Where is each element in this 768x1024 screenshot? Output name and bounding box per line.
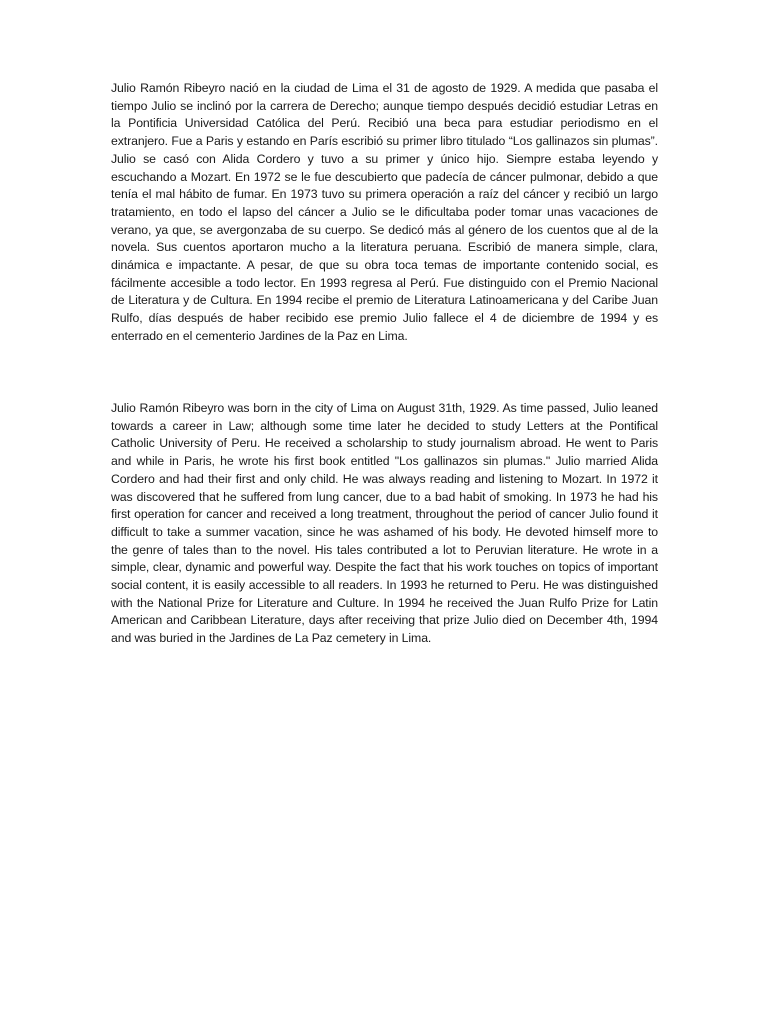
paragraph-spanish-biography: Julio Ramón Ribeyro nació en la ciudad de Lima el 31 de agosto de 1929. A medida que pasaba el tiempo Julio se inclinó por la carrera de Derecho; aunque tiempo después decidió estudiar Letras en la Pontificia Universidad Católica del Perú. Recibió una beca para estudiar periodismo en el extranjero. Fue a Paris y estando en París escribió su primer libro titulado “Los gallinazos sin plumas”. Julio se casó con Alida Cordero y tuvo a su primer y único hijo. Siempre estaba leyendo y escuchando a Mozart. En 1972 se le fue descubierto que padecía de cáncer pulmonar, debido a que tenía el mal hábito de fumar. En 1973 tuvo su primera operación a raíz del cáncer y recibió un largo tratamiento, en todo el lapso del cáncer a Julio se le dificultaba poder tomar unas vacaciones de verano, ya que, se avergonzaba de su cuerpo. Se dedicó más al género de los cuentos que al de la novela. Sus cuentos aportaron mucho a la literatura peruana. Escribió de manera simple, clara, dinámica e impactante. A pesar, de que su obra toca temas de importante contenido social, es fácilmente accesible a todo lector. En 1993 regresa al Perú. Fue distinguido con el Premio Nacional de Literatura y de Cultura. En 1994 recibe el premio de Literatura Latinoamericana y del Caribe Juan Rulfo, días después de haber recibido ese premio Julio fallece el 4 de diciembre de 1994 y es enterrado en el cementerio Jardines de la Paz en Lima. [111, 81, 658, 343]
paragraph-english-biography: Julio Ramón Ribeyro was born in the city of Lima on August 31th, 1929. As time passed, Julio leaned towards a career in Law; although some time later he decided to study Letters at the Pontifical Catholic University of Peru. He received a scholarship to study journalism abroad. He went to Paris and while in Paris, he wrote his first book entitled "Los gallinazos sin plumas." Julio married Alida Cordero and had their first and only child. He was always reading and listening to Mozart. In 1972 it was discovered that he suffered from lung cancer, due to a bad habit of smoking. In 1973 he had his first operation for cancer and received a long treatment, throughout the period of cancer Julio found it difficult to take a summer vacation, since he was ashamed of his body. He devoted himself more to the genre of tales than to the novel. His tales contributed a lot to Peruvian literature. He wrote in a simple, clear, dynamic and powerful way. Despite the fact that his work touches on topics of important social content, it is easily accessible to all readers. In 1993 he returned to Peru. He was distinguished with the National Prize for Literature and Culture. In 1994 he received the Juan Rulfo Prize for Latin American and Caribbean Literature, days after receiving that prize Julio died on December 4th, 1994 and was buried in the Jardines de La Paz cemetery in Lima. [111, 401, 658, 646]
